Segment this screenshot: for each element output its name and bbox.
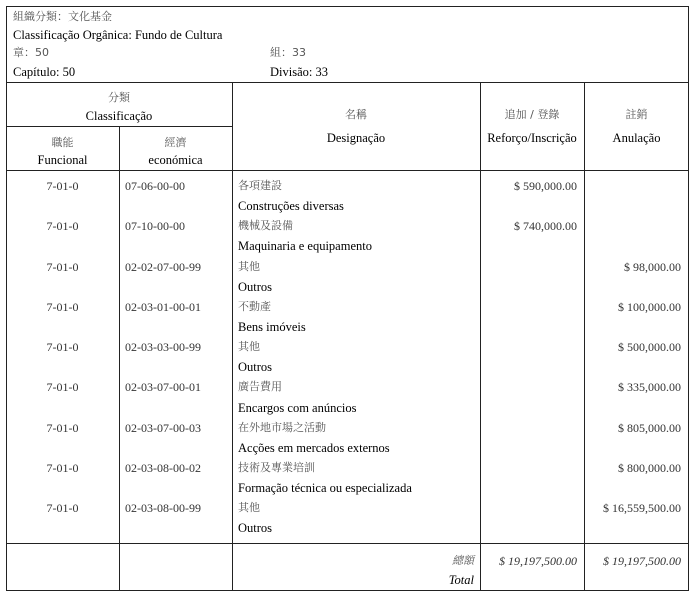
designation-pt: Outros <box>238 521 273 535</box>
economic-code: 02-03-03-00-99 <box>125 340 201 354</box>
designation-zh: 不動產 <box>238 300 271 313</box>
annul-amount: $ 800,000.00 <box>618 461 681 475</box>
functional-code: 7-01-0 <box>46 421 79 435</box>
economic-code: 02-03-08-00-02 <box>125 461 201 475</box>
col-annul-zh: 註銷 <box>625 108 648 121</box>
col-functional-pt: Funcional <box>37 153 88 167</box>
economic-code: 02-03-07-00-01 <box>125 380 201 394</box>
annul-amount: $ 500,000.00 <box>618 340 681 354</box>
col-divider-2 <box>232 82 233 591</box>
col-divider-1 <box>119 126 120 591</box>
economic-code: 07-10-00-00 <box>125 219 185 233</box>
total-reinforce-amount: $ 19,197,500.00 <box>499 554 577 568</box>
annul-amount: $ 805,000.00 <box>618 421 681 435</box>
col-designation-pt: Designação <box>326 131 386 145</box>
functional-code: 7-01-0 <box>46 380 79 394</box>
total-annul-amount: $ 19,197,500.00 <box>603 554 681 568</box>
col-classification-pt: Classificação <box>85 109 153 123</box>
annul-amount: $ 16,559,500.00 <box>603 501 681 515</box>
functional-code: 7-01-0 <box>46 260 79 274</box>
functional-code: 7-01-0 <box>46 461 79 475</box>
header-bottom-rule <box>6 170 689 171</box>
chapter-zh: 章：50 <box>13 46 49 59</box>
col-classification-zh: 分類 <box>108 91 130 104</box>
designation-zh: 技術及專業培訓 <box>238 461 315 474</box>
col-divider-3 <box>480 82 481 591</box>
table-top-rule <box>6 82 689 83</box>
col-economic-zh: 經濟 <box>164 136 187 149</box>
functional-code: 7-01-0 <box>46 340 79 354</box>
functional-code: 7-01-0 <box>46 501 79 515</box>
total-label-zh: 總額 <box>452 554 474 567</box>
designation-pt: Acções em mercados externos <box>238 441 390 455</box>
division-pt: Divisão: 33 <box>270 65 328 79</box>
col-designation-zh: 名稱 <box>345 108 367 121</box>
col-reinforce-zh: 追加 / 登錄 <box>504 108 560 121</box>
designation-pt: Outros <box>238 360 273 374</box>
total-top-rule <box>6 543 689 544</box>
total-label-pt: Total <box>448 573 474 587</box>
designation-pt: Maquinaria e equipamento <box>238 239 372 253</box>
col-annul-pt: Anulação <box>612 131 661 145</box>
designation-zh: 廣告費用 <box>238 380 282 393</box>
group-zh: 組：33 <box>270 46 306 59</box>
designation-zh: 在外地市場之活動 <box>238 421 326 434</box>
designation-pt: Encargos com anúncios <box>238 401 357 415</box>
economic-code: 02-02-07-00-99 <box>125 260 201 274</box>
reinforce-amount: $ 590,000.00 <box>514 179 577 193</box>
economic-code: 07-06-00-00 <box>125 179 185 193</box>
designation-zh: 其他 <box>238 260 260 273</box>
economic-code: 02-03-08-00-99 <box>125 501 201 515</box>
col-economic-pt: económica <box>148 153 203 167</box>
annul-amount: $ 98,000.00 <box>624 260 681 274</box>
col-functional-zh: 職能 <box>51 136 74 149</box>
col-reinforce-pt: Reforço/Inscrição <box>487 131 577 145</box>
designation-zh: 其他 <box>238 340 260 353</box>
economic-code: 02-03-01-00-01 <box>125 300 201 314</box>
designation-zh: 其他 <box>238 501 260 514</box>
designation-pt: Formação técnica ou especializada <box>238 481 412 495</box>
designation-zh: 機械及設備 <box>238 219 293 232</box>
designation-pt: Bens imóveis <box>238 320 306 334</box>
designation-zh: 各項建設 <box>238 179 282 192</box>
annul-amount: $ 335,000.00 <box>618 380 681 394</box>
reinforce-amount: $ 740,000.00 <box>514 219 577 233</box>
designation-pt: Construções diversas <box>238 199 344 213</box>
functional-code: 7-01-0 <box>46 179 79 193</box>
functional-code: 7-01-0 <box>46 300 79 314</box>
chapter-pt: Capítulo: 50 <box>13 65 76 79</box>
org-label-pt: Classificação Orgânica: Fundo de Cultura <box>13 28 223 42</box>
designation-pt: Outros <box>238 280 273 294</box>
annul-amount: $ 100,000.00 <box>618 300 681 314</box>
economic-code: 02-03-07-00-03 <box>125 421 201 435</box>
functional-code: 7-01-0 <box>46 219 79 233</box>
org-label-zh: 組織分類：文化基金 <box>13 10 112 23</box>
